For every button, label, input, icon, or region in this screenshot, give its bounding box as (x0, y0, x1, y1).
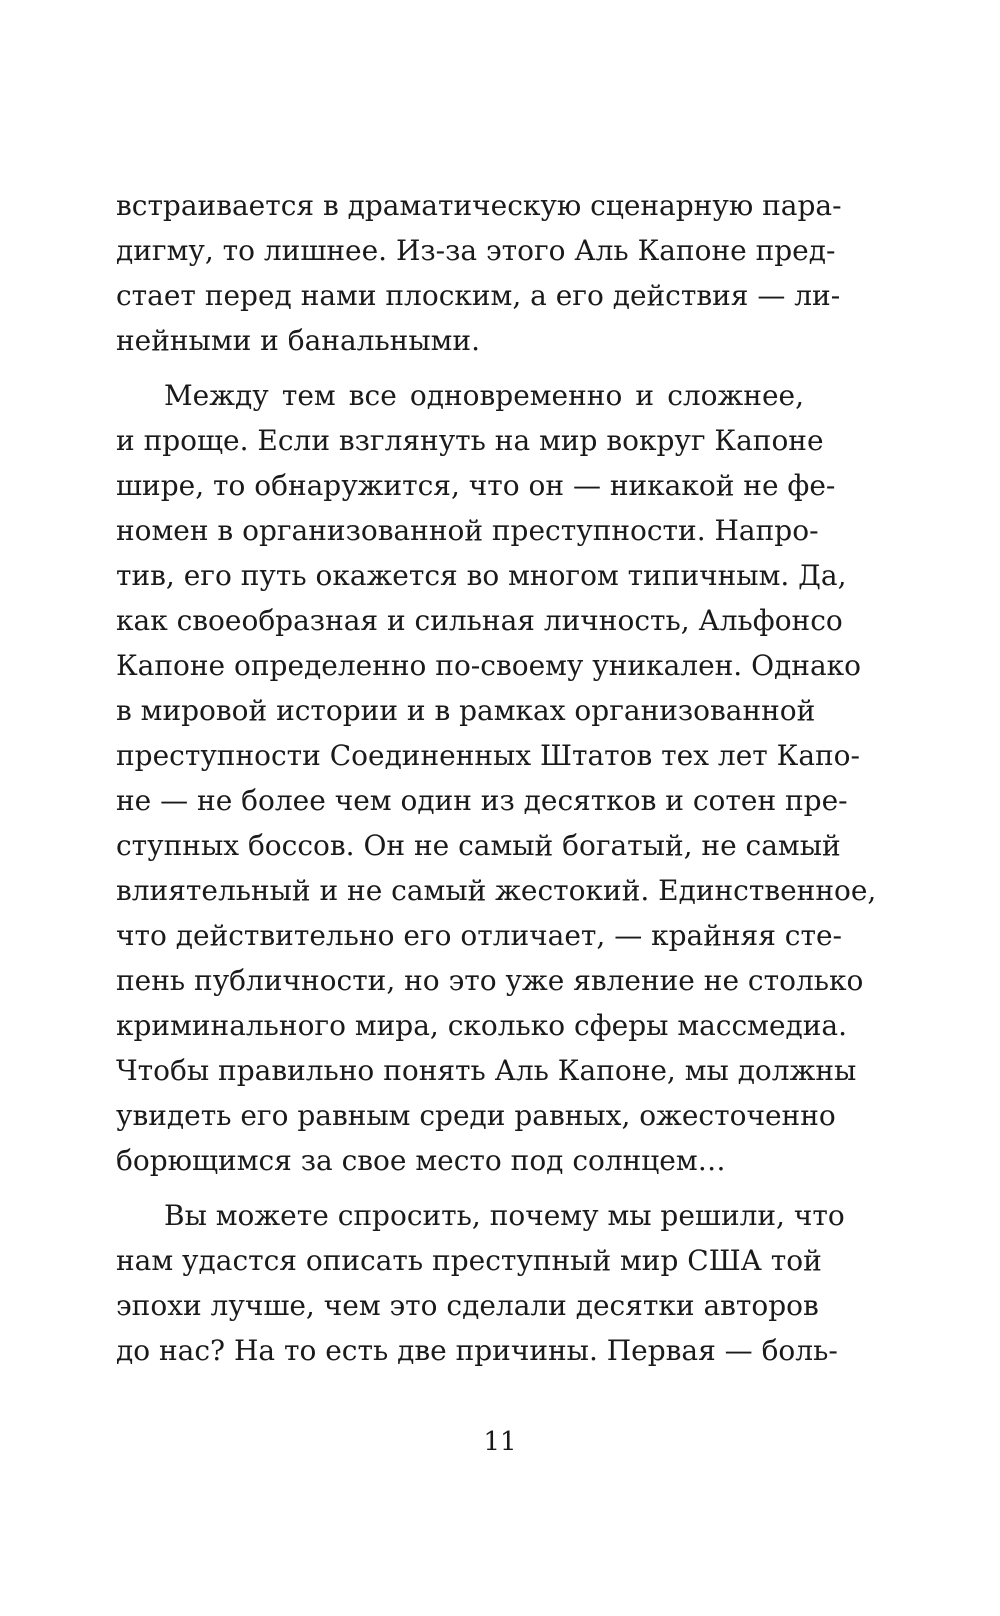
text-line: не — не более чем один из десятков и сотен пре- (116, 784, 848, 817)
text-line: до нас? На то есть две причины. Первая — боль- (116, 1334, 838, 1367)
text-line: номен в организованной преступности. Напро- (116, 514, 819, 547)
paragraph-gap (116, 1183, 804, 1193)
text-line: Между тем все одновременно и сложнее, (164, 379, 804, 412)
text-line: увидеть его равным среди равных, ожесточенно (116, 1099, 836, 1132)
text-line: в мировой истории и в рамках организованной (116, 694, 816, 727)
text-line: борющимся за свое место под солнцем… (116, 1144, 726, 1177)
text-line: Чтобы правильно понять Аль Капоне, мы должны (116, 1054, 857, 1087)
text-line: стает перед нами плоским, а его действия — ли- (116, 279, 841, 312)
page-number: 11 (483, 1427, 517, 1457)
text-line: как своеобразная и сильная личность, Альфонсо (116, 604, 843, 637)
text-line: криминального мира, сколько сферы массмедиа. (116, 1009, 848, 1042)
paragraph-gap (116, 363, 804, 373)
text-line: Вы можете спросить, почему мы решили, что (164, 1199, 845, 1232)
text-line: ступных боссов. Он не самый богатый, не самый (116, 829, 841, 862)
text-line: преступности Соединенных Штатов тех лет Капо- (116, 739, 860, 772)
body-text (116, 183, 877, 1373)
text-line: Капоне определенно по-своему уникален. Однако (116, 649, 862, 682)
text-line: дигму, то лишнее. Из-за этого Аль Капоне пред- (116, 234, 836, 267)
text-line: и проще. Если взглянуть на мир вокруг Капоне (116, 424, 824, 457)
text-line: шире, то обнаружится, что он — никакой не фе- (116, 469, 836, 502)
text-line: пень публичности, но это уже явление не столько (116, 964, 864, 997)
text-line: нам удастся описать преступный мир США той (116, 1244, 822, 1277)
text-line: эпохи лучше, чем это сделали десятки авторов (116, 1289, 819, 1322)
text-line: нейными и банальными. (116, 324, 480, 357)
text-line: встраивается в драматическую сценарную пара- (116, 189, 842, 222)
text-line: тив, его путь окажется во многом типичным. Да, (116, 559, 847, 592)
text-line: что действительно его отличает, — крайняя сте- (116, 919, 842, 952)
text-line: влиятельный и не самый жестокий. Единственное, (116, 874, 877, 907)
